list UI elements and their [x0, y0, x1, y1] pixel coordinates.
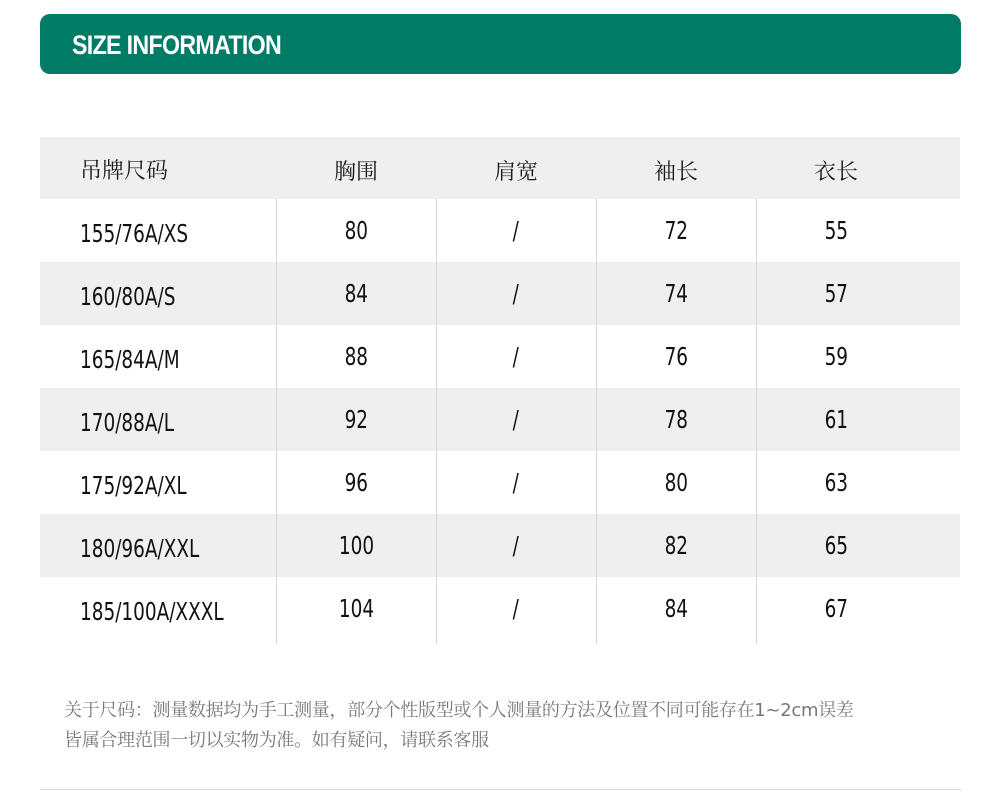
header-tag-size: 吊牌尺码: [80, 158, 169, 184]
header-sleeve: 袖长: [653, 159, 698, 185]
column-divider: [596, 199, 597, 644]
shoulder-cell: /: [512, 468, 520, 497]
header-length: 衣长: [813, 159, 858, 185]
sleeve-cell: 74: [664, 279, 688, 308]
size-info-banner: [40, 14, 961, 74]
table-row: [40, 388, 960, 451]
length-cell: 61: [824, 405, 848, 434]
sleeve-cell: 72: [664, 216, 688, 245]
table-row: [40, 514, 960, 577]
table-header-row: [40, 137, 960, 199]
size-cell: 160/80A/S: [80, 282, 176, 311]
table-row: [40, 199, 960, 262]
table-row: [40, 577, 960, 640]
length-cell: 57: [824, 279, 848, 308]
length-cell: 63: [824, 468, 848, 497]
sleeve-cell: 78: [664, 405, 688, 434]
size-cell: 185/100A/XXXL: [80, 597, 224, 626]
size-cell: 165/84A/M: [80, 345, 180, 374]
chest-cell: 92: [344, 405, 368, 434]
note-line-2: 皆属合理范围一切以实物为准。如有疑问，请联系客服: [64, 730, 489, 751]
shoulder-cell: /: [512, 531, 520, 560]
chest-cell: 80: [344, 216, 368, 245]
bottom-divider: [40, 789, 961, 790]
chest-cell: 100: [338, 531, 374, 560]
size-table: [40, 137, 960, 640]
table-row: [40, 451, 960, 514]
shoulder-cell: /: [512, 216, 520, 245]
length-cell: 59: [824, 342, 848, 371]
sleeve-cell: 80: [664, 468, 688, 497]
size-cell: 180/96A/XXL: [80, 534, 200, 563]
chest-cell: 88: [344, 342, 368, 371]
length-cell: 55: [824, 216, 848, 245]
sleeve-cell: 82: [664, 531, 688, 560]
chest-cell: 96: [344, 468, 368, 497]
sleeve-cell: 76: [664, 342, 688, 371]
header-shoulder: 肩宽: [493, 159, 538, 185]
shoulder-cell: /: [512, 405, 520, 434]
shoulder-cell: /: [512, 279, 520, 308]
column-divider: [756, 199, 757, 644]
column-divider: [276, 199, 277, 644]
sleeve-cell: 84: [664, 594, 688, 623]
size-cell: 155/76A/XS: [80, 219, 189, 248]
chest-cell: 104: [338, 594, 374, 623]
shoulder-cell: /: [512, 594, 520, 623]
length-cell: 65: [824, 531, 848, 560]
banner-title: SIZE INFORMATION: [72, 30, 282, 60]
size-cell: 170/88A/L: [80, 408, 174, 437]
column-divider: [436, 199, 437, 644]
length-cell: 67: [824, 594, 848, 623]
size-note: [64, 696, 964, 756]
table-row: [40, 262, 960, 325]
note-line-1: 关于尺码：测量数据均为手工测量，部分个性版型或个人测量的方法及位置不同可能存在1~2cm误差: [64, 700, 854, 721]
size-cell: 175/92A/XL: [80, 471, 187, 500]
table-row: [40, 325, 960, 388]
shoulder-cell: /: [512, 342, 520, 371]
chest-cell: 84: [344, 279, 368, 308]
header-chest: 胸围: [333, 159, 378, 185]
